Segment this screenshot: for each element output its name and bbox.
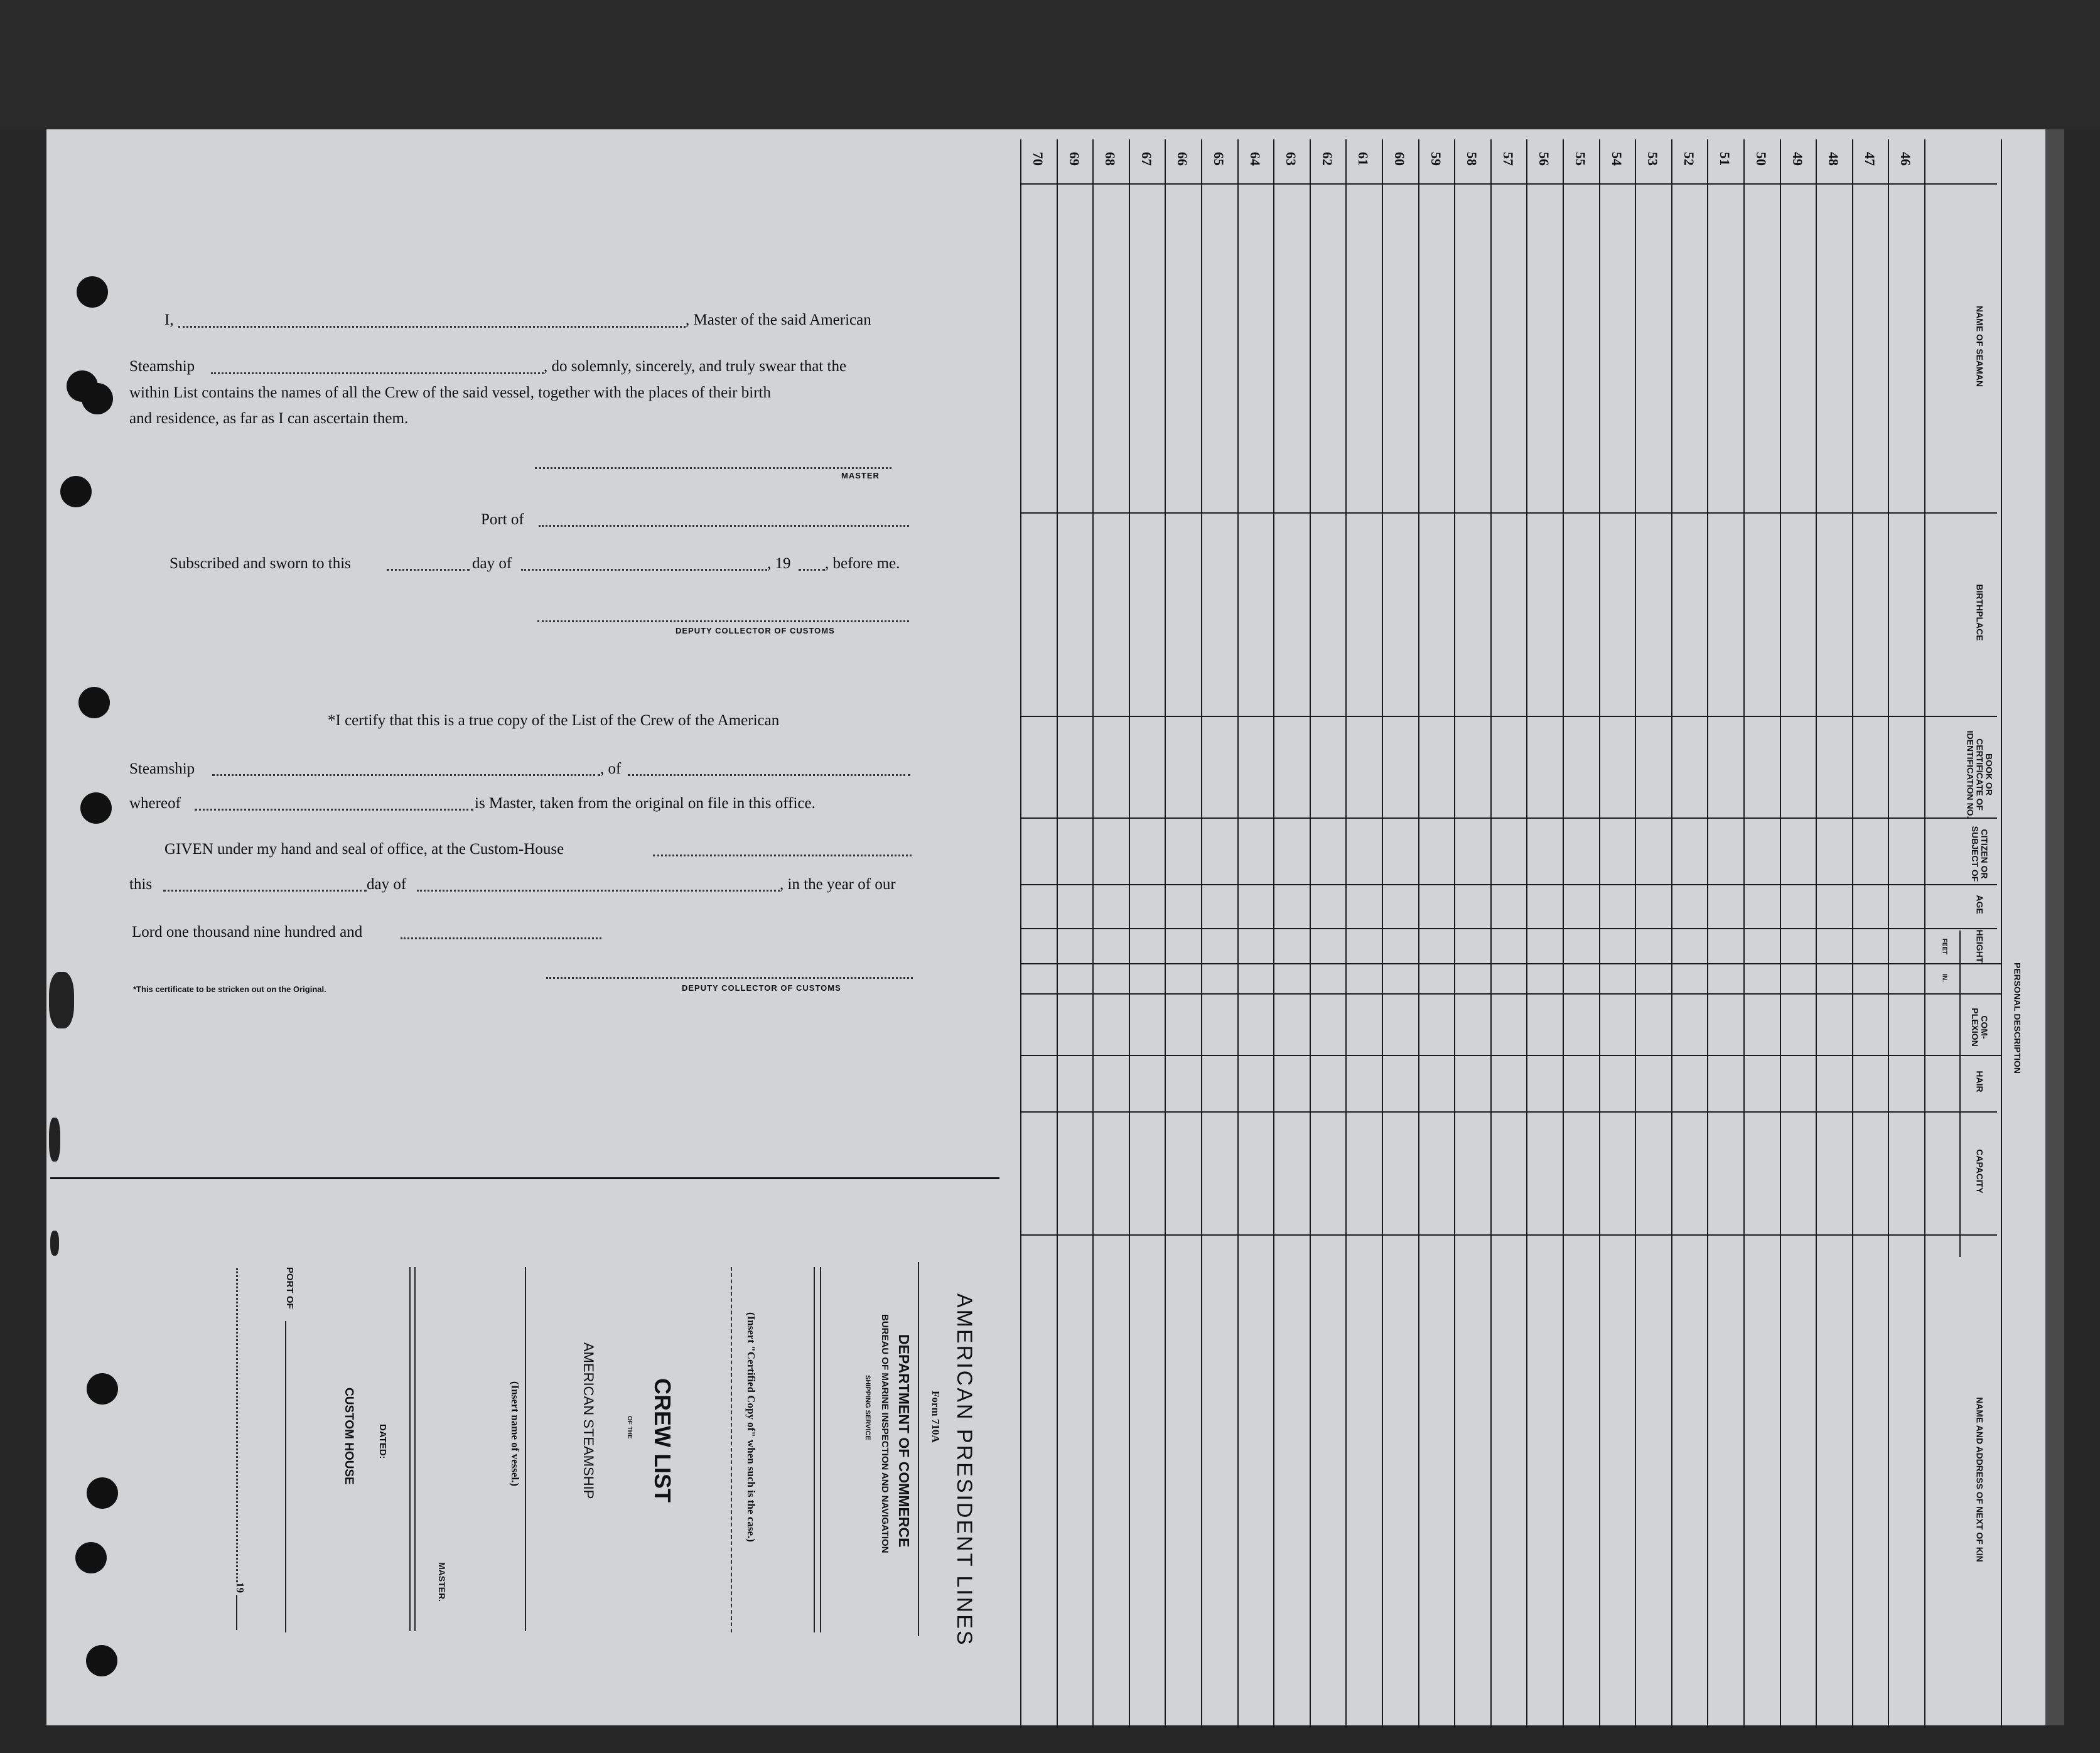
grid-column-line	[1201, 139, 1202, 1728]
cert-line-5-day: day of	[367, 876, 407, 893]
grid-header-book: BOOK OR CERTIFICATE OF IDENTIFICATION NO.	[1965, 730, 1995, 819]
grid-row-divider	[1020, 963, 2001, 964]
seaman-row-number: 60	[1392, 152, 1408, 166]
grid-header-citizen: CITIZEN OR SUBJECT OF	[1970, 826, 1990, 882]
deputy-signature-field[interactable]	[537, 620, 909, 622]
seaman-row-number: 51	[1717, 152, 1733, 166]
oath-line-1-suffix: , Master of the said American	[686, 311, 871, 328]
grid-column-line	[1599, 139, 1600, 1728]
company-name: AMERICAN PRESIDENT LINES	[952, 1293, 976, 1647]
seaman-row-number: 50	[1753, 152, 1769, 166]
oath-line-2-suffix: , do solemnly, sincerely, and truly swear that the	[544, 358, 847, 375]
master-name-rule[interactable]	[409, 1267, 411, 1631]
cert-line-6: Lord one thousand nine hundred and	[132, 924, 363, 941]
seaman-row-number: 66	[1175, 152, 1191, 166]
certified-copy-rule	[814, 1267, 815, 1632]
header-band-line	[2001, 139, 2002, 1728]
header-band-line	[1959, 930, 1961, 1257]
seaman-row-number: 61	[1355, 152, 1372, 166]
american-steamship-label: AMERICAN STEAMSHIP	[581, 1342, 596, 1499]
cert-footnote: *This certificate to be stricken out on the Original.	[133, 984, 326, 994]
grid-header-next-of-kin: NAME AND ADDRESS OF NEXT OF KIN	[1974, 1397, 1985, 1562]
seaman-row-number: 57	[1500, 152, 1516, 166]
punch-hole	[60, 476, 92, 507]
cert-year-field[interactable]	[401, 937, 601, 939]
department-name: DEPARTMENT OF COMMERCE	[896, 1334, 912, 1548]
seaman-row-number: 68	[1102, 152, 1119, 166]
grid-column-line	[1563, 139, 1564, 1728]
grid-row-divider	[1020, 928, 1997, 929]
seaman-row-number: 52	[1681, 152, 1697, 166]
grid-column-line	[1526, 139, 1527, 1728]
grid-column-line	[1816, 139, 1817, 1728]
grid-column-line	[1418, 139, 1419, 1728]
cert-month-field[interactable]	[417, 890, 780, 892]
seaman-row-number: 65	[1211, 152, 1227, 166]
date-rule	[236, 1595, 237, 1630]
deputy-caption: DEPUTY COLLECTOR OF CUSTOMS	[676, 626, 835, 635]
port-of-field[interactable]	[285, 1321, 286, 1632]
seaman-row-number: 67	[1138, 152, 1155, 166]
oath-line-2-prefix: Steamship	[129, 358, 195, 375]
punch-hole	[87, 1373, 118, 1405]
seaman-row-number: 53	[1645, 152, 1661, 166]
cert-line-5-suffix: , in the year of our	[780, 876, 896, 893]
sworn-day-label: day of	[472, 555, 512, 572]
fold-divider	[50, 1177, 999, 1179]
dated-label: DATED:	[377, 1424, 388, 1459]
oath-line-3: within List contains the names of all the Crew of the said vessel, together with the places of their birth	[129, 384, 771, 401]
torn-edge	[49, 1118, 60, 1162]
grid-row-divider	[1020, 1111, 1997, 1113]
seaman-row-number: 49	[1789, 152, 1806, 166]
grid-row-divider	[1020, 183, 1997, 185]
grid-header-complexion: COM- PLEXION	[1970, 1008, 1990, 1047]
cert-line-3-prefix: whereof	[129, 795, 181, 812]
grid-column-line	[1780, 139, 1781, 1728]
seaman-row-number: 55	[1573, 152, 1588, 166]
vessel-name-field[interactable]	[525, 1267, 526, 1631]
insert-certified-note: (Insert "Certified Copy of" when such is the case.)	[745, 1312, 757, 1542]
cert-line-2-of: , of	[600, 760, 622, 777]
sworn-day-field[interactable]	[387, 569, 470, 571]
date-field[interactable]	[236, 1268, 238, 1582]
insert-vessel-note: (Insert name of vessel.)	[509, 1381, 521, 1487]
crew-list-title: CREW LIST	[650, 1378, 676, 1502]
sworn-year-field[interactable]	[799, 569, 825, 571]
grid-row-divider	[1020, 1055, 2001, 1056]
bureau-name: BUREAU OF MARINE INSPECTION AND NAVIGATION	[880, 1314, 890, 1553]
scan-border-top	[0, 0, 2100, 129]
grid-column-line	[1490, 139, 1492, 1728]
cert-custom-house-field[interactable]	[653, 855, 912, 856]
grid-column-line	[1635, 139, 1636, 1728]
punch-hole	[86, 1645, 117, 1676]
grid-column-line	[1237, 139, 1239, 1728]
grid-header-name: NAME OF SEAMAN	[1974, 305, 1985, 387]
grid-column-line	[1743, 139, 1745, 1728]
grid-row-divider	[1020, 884, 1997, 885]
year-label: 19	[234, 1582, 246, 1593]
port-of-endorsement-label: PORT OF	[284, 1267, 295, 1309]
grid-column-line	[1092, 139, 1094, 1728]
sworn-suffix: , before me.	[825, 555, 900, 572]
cert-line-5-prefix: this	[129, 876, 153, 893]
grid-header-feet: FEET	[1941, 938, 1948, 955]
grid-column-line	[1129, 139, 1130, 1728]
seaman-row-number: 69	[1066, 152, 1082, 166]
grid-column-line	[1382, 139, 1383, 1728]
seaman-row-number: 56	[1536, 152, 1553, 166]
punch-hole	[82, 383, 113, 414]
seaman-row-number: 70	[1030, 152, 1046, 166]
grid-column-line	[1310, 139, 1311, 1728]
sworn-year-label: , 19	[767, 555, 791, 572]
certified-copy-rule	[820, 1267, 821, 1632]
grid-row-divider	[1020, 993, 2001, 995]
grid-header-inches: IN.	[1941, 974, 1948, 982]
cert-deputy-caption: DEPUTY COLLECTOR OF CUSTOMS	[682, 983, 841, 993]
grid-header-height: HEIGHT	[1974, 929, 1985, 963]
of-the-label: OF THE	[626, 1416, 633, 1439]
steamship-name-field[interactable]	[211, 372, 544, 374]
grid-row-divider	[1020, 1234, 1997, 1236]
punch-hole	[87, 1477, 118, 1509]
grid-row-divider	[1020, 512, 1997, 514]
torn-edge	[50, 1231, 59, 1256]
sworn-month-field[interactable]	[521, 569, 767, 571]
seaman-row-number: 48	[1826, 152, 1842, 166]
grid-row-divider	[1020, 716, 1997, 717]
oath-line-4: and residence, as far as I can ascertain them.	[129, 410, 409, 427]
form-number: Form 710A	[930, 1391, 942, 1443]
cert-line-2-prefix: Steamship	[129, 760, 195, 777]
grid-column-line	[1345, 139, 1347, 1728]
punch-hole	[78, 687, 110, 718]
crew-grid	[1020, 139, 2023, 1728]
torn-edge	[49, 972, 74, 1028]
seaman-row-number: 54	[1608, 152, 1625, 166]
grid-header-capacity: CAPACITY	[1974, 1149, 1985, 1194]
oath-line-1-prefix: I,	[164, 311, 174, 328]
scan-border-right	[2045, 129, 2064, 1725]
cert-line-1: *I certify that this is a true copy of the List of the Crew of the American	[328, 712, 780, 729]
seaman-row-number: 64	[1247, 152, 1263, 166]
cert-line-4: GIVEN under my hand and seal of office, at the Custom-House	[164, 841, 564, 858]
grid-header-birthplace: BIRTHPLACE	[1974, 584, 1985, 641]
cert-of-field[interactable]	[628, 774, 910, 776]
master-caption: MASTER	[841, 471, 880, 480]
seaman-row-number: 46	[1898, 152, 1914, 166]
grid-column-line	[1671, 139, 1672, 1728]
endorsement-rule	[918, 1262, 919, 1636]
cert-steamship-field[interactable]	[212, 774, 600, 776]
port-of-field[interactable]	[539, 525, 909, 527]
master-name-rule	[414, 1267, 416, 1631]
port-of-label: Port of	[481, 511, 524, 528]
master-label: MASTER.	[437, 1562, 447, 1602]
seaman-row-number: 63	[1283, 152, 1300, 166]
grid-header-hair: HAIR	[1974, 1071, 1985, 1092]
grid-column-line	[1454, 139, 1455, 1728]
grid-header-age: AGE	[1974, 895, 1985, 914]
grid-column-line	[1852, 139, 1853, 1728]
grid-column-line	[1057, 139, 1058, 1728]
seaman-row-number: 58	[1464, 152, 1480, 166]
punch-hole	[77, 276, 108, 308]
grid-column-line	[1165, 139, 1166, 1728]
grid-column-line	[1888, 139, 1889, 1728]
seaman-row-number: 59	[1428, 152, 1444, 166]
grid-column-line	[1707, 139, 1708, 1728]
grid-column-line	[1273, 139, 1274, 1728]
cert-day-field[interactable]	[163, 890, 367, 892]
custom-house-label: CUSTOM HOUSE	[342, 1388, 355, 1485]
sworn-prefix: Subscribed and sworn to this	[170, 555, 351, 572]
service-name: SHIPPING SERVICE	[864, 1375, 871, 1440]
grid-row-divider	[1020, 817, 1997, 819]
master-name-field[interactable]	[178, 326, 686, 328]
grid-column-line	[1020, 139, 1021, 1728]
punch-hole	[75, 1542, 107, 1573]
master-signature-field[interactable]	[535, 467, 891, 469]
cert-line-3-suffix: is Master, taken from the original on file in this office.	[475, 795, 816, 812]
punch-hole	[80, 792, 112, 824]
grid-column-line	[1924, 139, 1925, 1728]
cert-whereof-field[interactable]	[195, 809, 473, 811]
seaman-row-number: 62	[1319, 152, 1335, 166]
certified-copy-field[interactable]	[731, 1267, 732, 1632]
cert-deputy-signature-field[interactable]	[546, 977, 913, 979]
seaman-row-number: 47	[1861, 152, 1878, 166]
grid-header-personal: PERSONAL DESCRIPTION	[2012, 962, 2023, 1074]
